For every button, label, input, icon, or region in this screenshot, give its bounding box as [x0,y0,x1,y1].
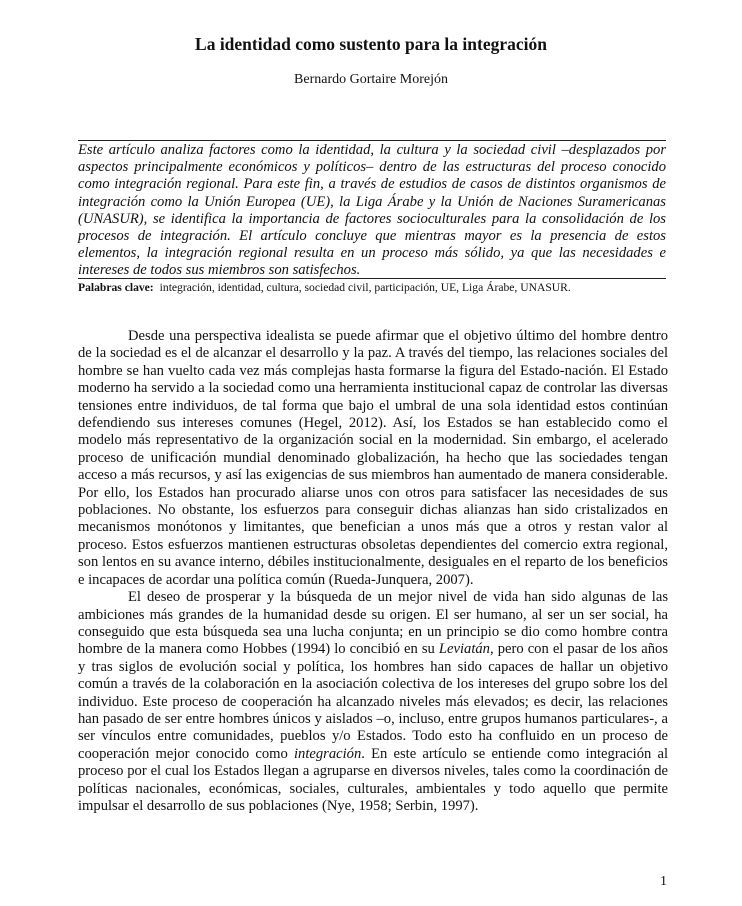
keywords-label: Palabras clave: [78,281,154,294]
body-text [78,328,668,815]
paragraph-2-part-c: . En este artículo se entiende como integración al proceso por el cual los Estados llegan a agruparse en diversos niveles, tales como la coordinación de políticas nacionales, económicas, sociales, culturales, ambientales y todo aquello que permite impulsar el desarrollo de sus poblaciones (Nye, 1958; Serbin, 1997). [78,745,669,814]
paragraph-2 [78,589,668,815]
page-number: 1 [660,874,667,889]
integracion-italic: integración [293,745,362,762]
author-name: Bernardo Gortaire Morejón [294,72,448,87]
paragraph-1: Desde una perspectiva idealista se puede afirmar que el objetivo último del hombre dentro de la sociedad es el de alcanzar el desarrollo y la paz. A través del tiempo, las relaciones sociales del hombre se han vuelto cada vez más complejas hasta formarse la figura del Estado-nación. El Estado moderno ha servido a la sociedad como una herramienta institucional capaz de controlar las diversas tensiones entre individuos, de tal forma que bajo el umbral de una sola identidad estos continúan defendiendo sus intereses comunes (Hegel, 2012). Así, los Estados se han establecido como el modelo más representativo de la organización social en la modernidad. Sin embargo, el acelerado proceso de unificación mundial denominado globalización, ha hecho que las sociedades tengan acceso a más recursos, y así las exigencias de sus miembros han aumentado de manera considerable. Por ello, los Estados han procurado aliarse unos con otros para satisfacer las necesidades de sus poblaciones. No obstante, los esfuerzos para conseguir dichas alianzas han sido cristalizados en mecanismos monótonos y limitantes, que benefician a unos más que a otros y restan valor al proceso. Estos esfuerzos mantienen estructuras obsoletas dependientes del comercio extra regional, son lentos en su avance interno, débiles institucionalmente, desiguales en el reparto de los beneficios e incapaces de acordar una política común (Rueda-Junquera, 2007). [78,328,668,588]
paragraph-2-part-a: El deseo de prosperar y la búsqueda de un mejor nivel de vida han sido algunas de las ambiciones más grandes de la humanidad desde su origen. El ser humano, al ser un ser social, ha conseguido que esta búsqueda sea una lucha conjunta; en un principio se dio como hombre contra hombre de la manera como Hobbes (1994) lo concibió en su [78,589,668,658]
article-title: La identidad como sustento para la integración [195,34,547,54]
leviatan-italic: Leviatán [438,641,490,658]
keywords-text: integración, identidad, cultura, sociedad civil, participación, UE, Liga Árabe, UNASUR. [159,281,571,294]
paragraph-2-part-b: , pero con el pasar de los años y tras siglos de evolución social y política, los hombres han sido capaces de hallar un objetivo común a través de la colaboración en la asociación colectiva de los intereses del grupo sobre los del individuo. Este proceso de cooperación ha alcanzado niveles más elevados; es decir, las relaciones han pasado de ser entre hombres únicos y aislados –o, incluso, entre grupos humanos particulares-, a ser vínculos entre comunidades, pueblos y/o Estados. Todo esto ha confluido en un proceso de cooperación mejor conocido como [78,641,668,762]
abstract-section [78,140,666,280]
keywords-line [78,278,666,296]
abstract-text: Este artículo analiza factores como la identidad, la cultura y la sociedad civil –desplazados por aspectos principalmente económicos y políticos– dentro de las estructuras del proceso conocido como integración regional. Para este fin, a través de estudios de casos de distintos organismos de integración como la Unión Europea (UE), la Liga Árabe y la Unión de Naciones Suramericanas (UNASUR), se identifica la importancia de factores socioculturales para la consolidación de los procesos de integración. El artículo concluye que mientras mayor es la presencia de estos elementos, la integración regional resulta en un proceso más sólido, ya que las necesidades e intereses de todos sus miembros son satisfechos. [78,142,666,279]
